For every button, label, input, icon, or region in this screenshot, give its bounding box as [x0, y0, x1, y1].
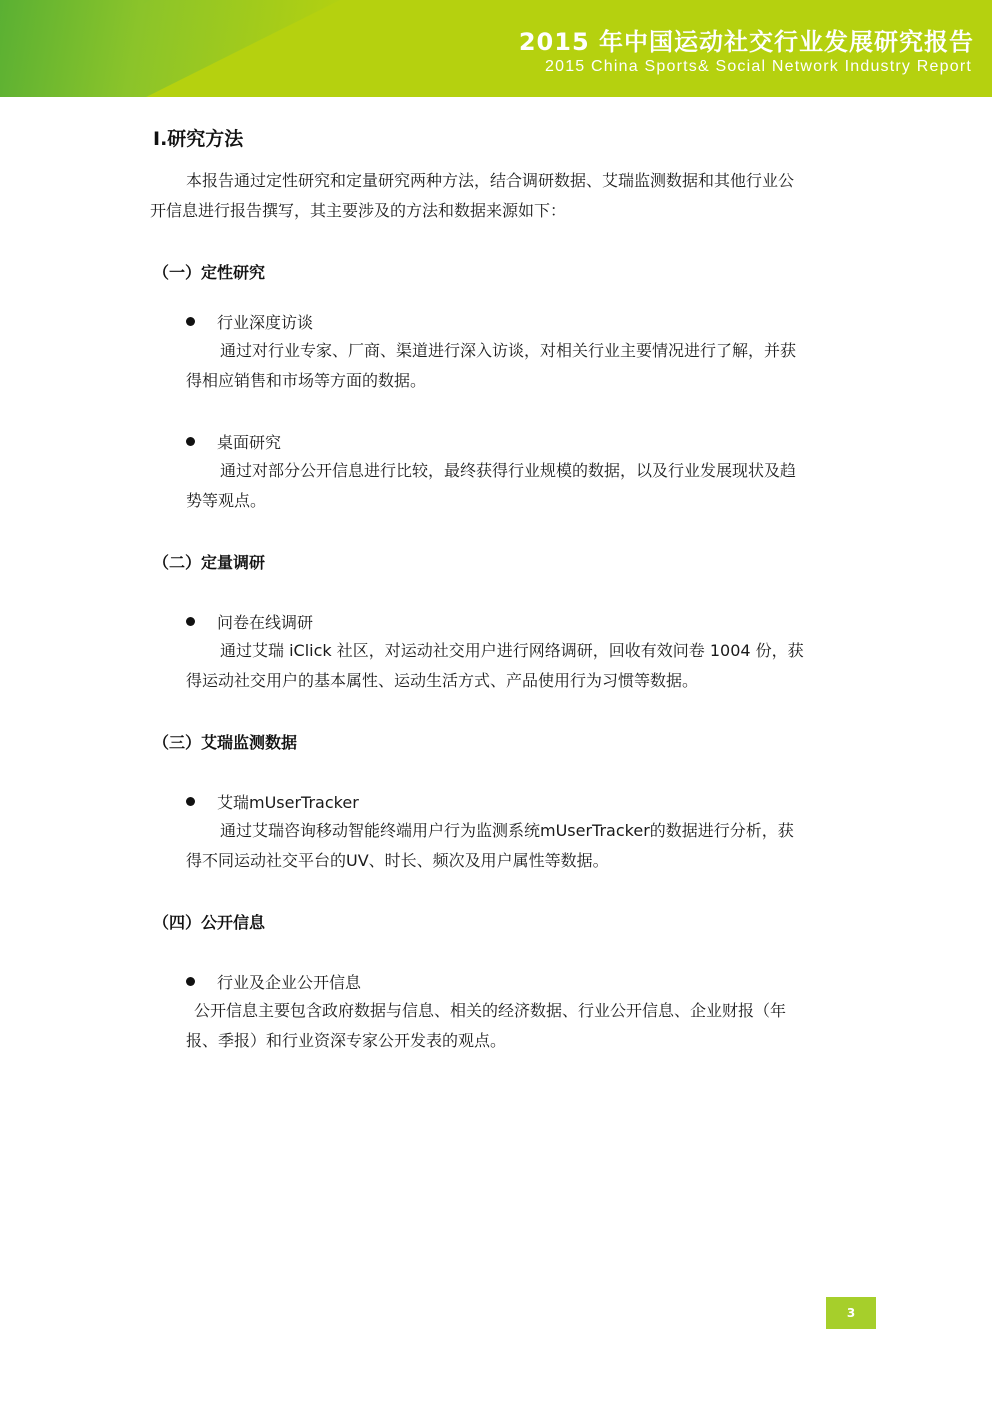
section-title: Ⅰ.研究方法	[153, 128, 244, 150]
bullet-title: 问卷在线调研	[217, 613, 314, 632]
subsection-heading: （一）定性研究	[153, 263, 266, 282]
bullet-desc-line-1: 通过对行业专家、厂商、渠道进行深入访谈，对相关行业主要情况进行了解，并获	[220, 341, 797, 360]
bullet-desc-line-1: 通过对部分公开信息进行比较，最终获得行业规模的数据，以及行业发展现状及趋	[220, 461, 797, 480]
bullet-desc-line-1: 通过艾瑞咨询移动智能终端用户行为监测系统mUserTracker的数据进行分析，获	[220, 821, 794, 840]
bullet-desc-line-2: 报、季报）和行业资深专家公开发表的观点。	[186, 1031, 507, 1050]
bullet-desc-line-2: 得相应销售和市场等方面的数据。	[186, 371, 427, 390]
bullet-desc-line-2: 得运动社交用户的基本属性、运动生活方式、产品使用行为习惯等数据。	[186, 671, 699, 690]
bullet-desc-line-1: 公开信息主要包含政府数据与信息、相关的经济数据、行业公开信息、企业财报（年	[194, 1001, 787, 1020]
subsection-heading: （四）公开信息	[153, 913, 266, 932]
bullet-dot-icon	[186, 617, 195, 626]
report-title-en: 2015 China Sports& Social Network Industry Report	[545, 58, 972, 75]
bullet-title: 行业及企业公开信息	[217, 973, 362, 992]
page-number-badge: 3	[826, 1297, 876, 1329]
report-title-cn: 2015 年中国运动社交行业发展研究报告	[518, 28, 974, 56]
bullet-item	[186, 430, 281, 453]
intro-line-1: 本报告通过定性研究和定量研究两种方法，结合调研数据、艾瑞监测数据和其他行业公	[186, 171, 795, 190]
bullet-desc-line-2: 得不同运动社交平台的UV、时长、频次及用户属性等数据。	[186, 851, 609, 870]
bullet-item	[186, 790, 359, 813]
bullet-title: 行业深度访谈	[217, 313, 314, 332]
bullet-dot-icon	[186, 797, 195, 806]
header-decoration-gradient	[0, 0, 340, 97]
bullet-title: 桌面研究	[217, 433, 282, 452]
bullet-dot-icon	[186, 977, 195, 986]
bullet-desc-line-1: 通过艾瑞 iClick 社区，对运动社交用户进行网络调研，回收有效问卷 1004 份，获	[220, 641, 804, 660]
subsection-heading: （二）定量调研	[153, 553, 266, 572]
bullet-desc-line-2: 势等观点。	[186, 491, 267, 510]
bullet-item	[186, 970, 361, 993]
bullet-item	[186, 610, 313, 633]
subsection-heading: （三）艾瑞监测数据	[153, 733, 298, 752]
bullet-title: 艾瑞mUserTracker	[217, 793, 359, 812]
bullet-item	[186, 310, 313, 333]
page-header-banner	[0, 0, 992, 97]
bullet-dot-icon	[186, 437, 195, 446]
intro-line-2: 开信息进行报告撰写，其主要涉及的方法和数据来源如下：	[150, 201, 567, 220]
bullet-dot-icon	[186, 317, 195, 326]
